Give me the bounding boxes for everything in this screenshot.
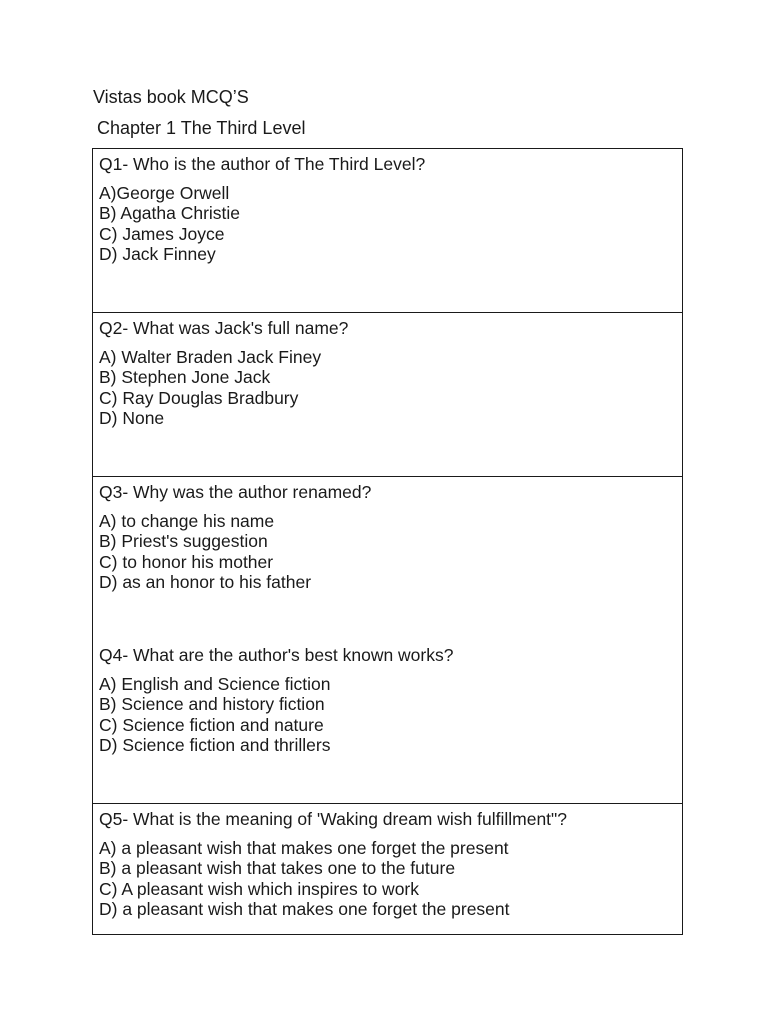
question-text: Q1- Who is the author of The Third Level? — [99, 154, 426, 174]
option-c: C) A pleasant wish which inspires to work — [99, 878, 419, 899]
option-a: A) English and Science fiction — [99, 674, 331, 694]
options-list — [99, 838, 675, 919]
question-text: Q5- What is the meaning of 'Waking dream wish fulfillment"? — [99, 809, 567, 829]
option-b: B) Stephen Jone Jack — [99, 367, 271, 388]
option-b: B) Science and history fiction — [99, 694, 325, 715]
question-text: Q4- What are the author's best known works? — [99, 645, 454, 665]
options-list — [99, 511, 675, 592]
chapter-title: Chapter 1 The Third Level — [97, 118, 306, 138]
options-list — [99, 674, 675, 755]
option-d: D) Jack Finney — [99, 243, 216, 264]
document-title: Vistas book MCQ’S — [93, 87, 249, 107]
option-d: D) Science fiction and thrillers — [99, 734, 331, 755]
option-a: A) to change his name — [99, 511, 275, 531]
option-a: A) Walter Braden Jack Finey — [99, 347, 322, 367]
option-b: B) Agatha Christie — [99, 203, 241, 224]
option-c: C) Ray Douglas Bradbury — [99, 387, 299, 408]
option-c: C) Science fiction and nature — [99, 714, 324, 735]
question-block-3 — [93, 477, 682, 640]
option-d: D) as an honor to his father — [99, 571, 312, 592]
question-block-5 — [93, 804, 682, 934]
option-c: C) to honor his mother — [99, 551, 274, 572]
options-list — [99, 347, 675, 428]
option-c: C) James Joyce — [99, 223, 225, 244]
question-block-4 — [93, 640, 682, 804]
option-d: D) None — [99, 407, 165, 428]
option-b: B) Priest's suggestion — [99, 531, 268, 552]
option-b: B) a pleasant wish that takes one to the future — [99, 858, 456, 879]
mcq-table — [92, 148, 683, 935]
options-list — [99, 183, 675, 264]
option-a: A)George Orwell — [99, 183, 230, 203]
option-a: A) a pleasant wish that makes one forget the present — [99, 838, 509, 858]
question-text: Q3- Why was the author renamed? — [99, 482, 372, 502]
question-block-2 — [93, 313, 682, 477]
question-text: Q2- What was Jack's full name? — [99, 318, 349, 338]
option-d: D) a pleasant wish that makes one forget the present — [99, 898, 510, 919]
question-block-1 — [93, 149, 682, 313]
